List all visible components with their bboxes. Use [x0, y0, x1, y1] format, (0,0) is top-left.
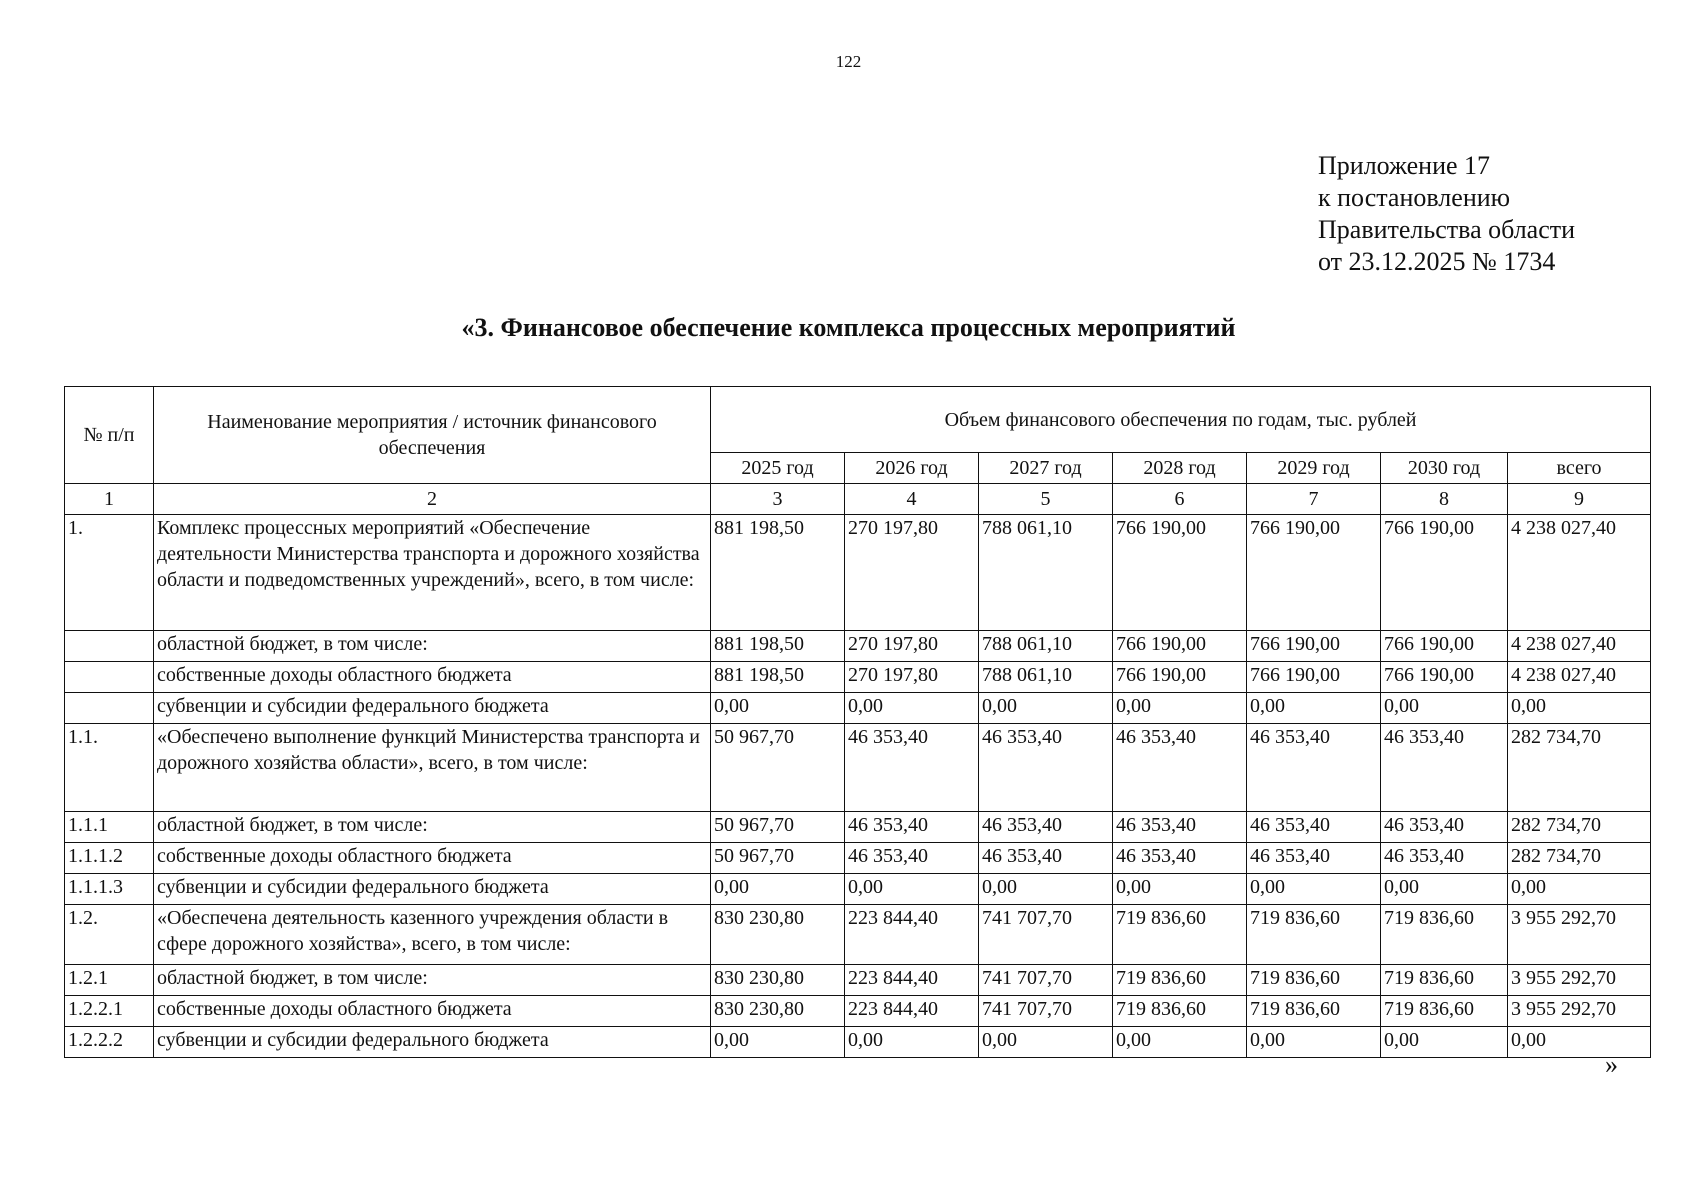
document-title: «3. Финансовое обеспечение комплекса процессных мероприятий — [461, 313, 1236, 342]
row-name: областной бюджет, в том числе: — [154, 812, 711, 843]
value-2028: 46 353,40 — [1113, 843, 1247, 874]
value-2029: 46 353,40 — [1247, 812, 1381, 843]
table-row — [65, 905, 1651, 965]
value-2026: 223 844,40 — [845, 996, 979, 1027]
row-name: областной бюджет, в том числе: — [154, 631, 711, 662]
table-row — [65, 724, 1651, 812]
value-2027: 0,00 — [979, 693, 1113, 724]
value-2030: 0,00 — [1381, 874, 1508, 905]
column-number: 6 — [1113, 484, 1247, 515]
row-num — [65, 631, 154, 662]
value-2026: 0,00 — [845, 693, 979, 724]
header-year: 2027 год — [979, 453, 1113, 484]
column-number: 5 — [979, 484, 1113, 515]
row-num — [65, 693, 154, 724]
appendix-line-4: от 23.12.2025 № 1734 — [1318, 247, 1556, 276]
value-2028: 0,00 — [1113, 693, 1247, 724]
row-name: субвенции и субсидии федерального бюджета — [154, 1027, 711, 1058]
value-2027: 741 707,70 — [979, 996, 1113, 1027]
value-2029: 46 353,40 — [1247, 843, 1381, 874]
value-2025: 830 230,80 — [711, 965, 845, 996]
value-2030: 46 353,40 — [1381, 724, 1508, 812]
header-year: 2029 год — [1247, 453, 1381, 484]
appendix-line-1: Приложение 17 — [1318, 151, 1491, 180]
appendix-note — [1318, 150, 1575, 278]
value-2029: 766 190,00 — [1247, 515, 1381, 631]
value-total: 3 955 292,70 — [1508, 965, 1651, 996]
value-total: 4 238 027,40 — [1508, 631, 1651, 662]
column-number: 8 — [1381, 484, 1508, 515]
value-2026: 46 353,40 — [845, 724, 979, 812]
value-2026: 270 197,80 — [845, 515, 979, 631]
closing-quote: » — [1605, 1050, 1618, 1079]
value-2025: 0,00 — [711, 1027, 845, 1058]
value-2030: 766 190,00 — [1381, 631, 1508, 662]
row-num: 1.1. — [65, 724, 154, 812]
value-2030: 766 190,00 — [1381, 515, 1508, 631]
row-num: 1.1.1.3 — [65, 874, 154, 905]
value-2029: 0,00 — [1247, 693, 1381, 724]
value-2025: 0,00 — [711, 874, 845, 905]
appendix-line-3: Правительства области — [1318, 215, 1576, 244]
row-num: 1.1.1.2 — [65, 843, 154, 874]
value-2027: 46 353,40 — [979, 843, 1113, 874]
row-name: субвенции и субсидии федерального бюджета — [154, 693, 711, 724]
value-2028: 46 353,40 — [1113, 724, 1247, 812]
column-number: 7 — [1247, 484, 1381, 515]
header-year: 2026 год — [845, 453, 979, 484]
value-total: 0,00 — [1508, 693, 1651, 724]
value-2026: 223 844,40 — [845, 965, 979, 996]
value-2029: 766 190,00 — [1247, 631, 1381, 662]
table-row — [65, 843, 1651, 874]
value-2025: 50 967,70 — [711, 724, 845, 812]
value-2029: 766 190,00 — [1247, 662, 1381, 693]
row-name: Комплекс процессных мероприятий «Обеспечение деятельности Министерства транспорта и дорожного хозяйства области и подведомственных учреждений», всего, в том числе: — [154, 515, 711, 631]
value-2025: 50 967,70 — [711, 843, 845, 874]
row-name: собственные доходы областного бюджета — [154, 996, 711, 1027]
value-2030: 0,00 — [1381, 1027, 1508, 1058]
column-number: 1 — [65, 484, 154, 515]
table-row — [65, 693, 1651, 724]
column-number: 9 — [1508, 484, 1651, 515]
value-2026: 270 197,80 — [845, 662, 979, 693]
value-total: 3 955 292,70 — [1508, 905, 1651, 965]
table-row — [65, 515, 1651, 631]
value-2026: 223 844,40 — [845, 905, 979, 965]
value-2029: 719 836,60 — [1247, 965, 1381, 996]
appendix-line-2: к постановлению — [1318, 183, 1511, 212]
value-2028: 719 836,60 — [1113, 996, 1247, 1027]
row-num: 1. — [65, 515, 154, 631]
value-2026: 0,00 — [845, 1027, 979, 1058]
value-2030: 719 836,60 — [1381, 905, 1508, 965]
value-2025: 830 230,80 — [711, 996, 845, 1027]
value-total: 0,00 — [1508, 874, 1651, 905]
value-2025: 0,00 — [711, 693, 845, 724]
value-2029: 0,00 — [1247, 1027, 1381, 1058]
value-2030: 46 353,40 — [1381, 843, 1508, 874]
value-2026: 46 353,40 — [845, 843, 979, 874]
financing-table — [64, 386, 1651, 1058]
value-2028: 46 353,40 — [1113, 812, 1247, 843]
value-2026: 46 353,40 — [845, 812, 979, 843]
value-2029: 719 836,60 — [1247, 905, 1381, 965]
value-2025: 881 198,50 — [711, 631, 845, 662]
value-2030: 719 836,60 — [1381, 965, 1508, 996]
header-name: Наименование мероприятия / источник финансового обеспечения — [154, 387, 711, 484]
value-2027: 46 353,40 — [979, 724, 1113, 812]
value-2027: 0,00 — [979, 1027, 1113, 1058]
row-num: 1.1.1 — [65, 812, 154, 843]
value-2027: 788 061,10 — [979, 515, 1113, 631]
value-2030: 46 353,40 — [1381, 812, 1508, 843]
table-row — [65, 662, 1651, 693]
row-name: «Обеспечена деятельность казенного учреждения области в сфере дорожного хозяйства», всего, в том числе: — [154, 905, 711, 965]
row-name: субвенции и субсидии федерального бюджета — [154, 874, 711, 905]
value-total: 3 955 292,70 — [1508, 996, 1651, 1027]
table-row — [65, 812, 1651, 843]
value-2029: 719 836,60 — [1247, 996, 1381, 1027]
value-total: 282 734,70 — [1508, 812, 1651, 843]
value-2027: 788 061,10 — [979, 631, 1113, 662]
column-number: 3 — [711, 484, 845, 515]
value-2025: 881 198,50 — [711, 515, 845, 631]
value-2030: 719 836,60 — [1381, 996, 1508, 1027]
row-name: собственные доходы областного бюджета — [154, 662, 711, 693]
row-name: «Обеспечено выполнение функций Министерства транспорта и дорожного хозяйства области», всего, в том числе: — [154, 724, 711, 812]
value-2028: 766 190,00 — [1113, 662, 1247, 693]
value-total: 282 734,70 — [1508, 724, 1651, 812]
value-2025: 830 230,80 — [711, 905, 845, 965]
value-2028: 766 190,00 — [1113, 631, 1247, 662]
header-year: 2028 год — [1113, 453, 1247, 484]
value-2027: 788 061,10 — [979, 662, 1113, 693]
row-num: 1.2.2.1 — [65, 996, 154, 1027]
value-2029: 0,00 — [1247, 874, 1381, 905]
table-row — [65, 965, 1651, 996]
row-num — [65, 662, 154, 693]
value-2028: 0,00 — [1113, 1027, 1247, 1058]
value-2027: 741 707,70 — [979, 905, 1113, 965]
row-num: 1.2.2.2 — [65, 1027, 154, 1058]
value-2028: 719 836,60 — [1113, 965, 1247, 996]
value-total: 4 238 027,40 — [1508, 515, 1651, 631]
row-num: 1.2.1 — [65, 965, 154, 996]
column-number: 2 — [154, 484, 711, 515]
table-row — [65, 996, 1651, 1027]
value-total: 4 238 027,40 — [1508, 662, 1651, 693]
value-2028: 766 190,00 — [1113, 515, 1247, 631]
table-row — [65, 1027, 1651, 1058]
row-name: собственные доходы областного бюджета — [154, 843, 711, 874]
value-total: 0,00 — [1508, 1027, 1651, 1058]
value-2026: 0,00 — [845, 874, 979, 905]
value-2027: 0,00 — [979, 874, 1113, 905]
header-year: 2030 год — [1381, 453, 1508, 484]
header-num: № п/п — [65, 387, 154, 484]
header-year: 2025 год — [711, 453, 845, 484]
row-num: 1.2. — [65, 905, 154, 965]
header-volume: Объем финансового обеспечения по годам, тыс. рублей — [711, 387, 1651, 453]
value-2028: 0,00 — [1113, 874, 1247, 905]
value-2025: 881 198,50 — [711, 662, 845, 693]
value-2027: 46 353,40 — [979, 812, 1113, 843]
value-2027: 741 707,70 — [979, 965, 1113, 996]
table-row — [65, 631, 1651, 662]
header-total: всего — [1508, 453, 1651, 484]
value-2030: 766 190,00 — [1381, 662, 1508, 693]
value-2030: 0,00 — [1381, 693, 1508, 724]
row-name: областной бюджет, в том числе: — [154, 965, 711, 996]
value-2029: 46 353,40 — [1247, 724, 1381, 812]
value-total: 282 734,70 — [1508, 843, 1651, 874]
column-number: 4 — [845, 484, 979, 515]
value-2028: 719 836,60 — [1113, 905, 1247, 965]
value-2025: 50 967,70 — [711, 812, 845, 843]
table-row — [65, 874, 1651, 905]
page-number: 122 — [835, 52, 862, 71]
value-2026: 270 197,80 — [845, 631, 979, 662]
